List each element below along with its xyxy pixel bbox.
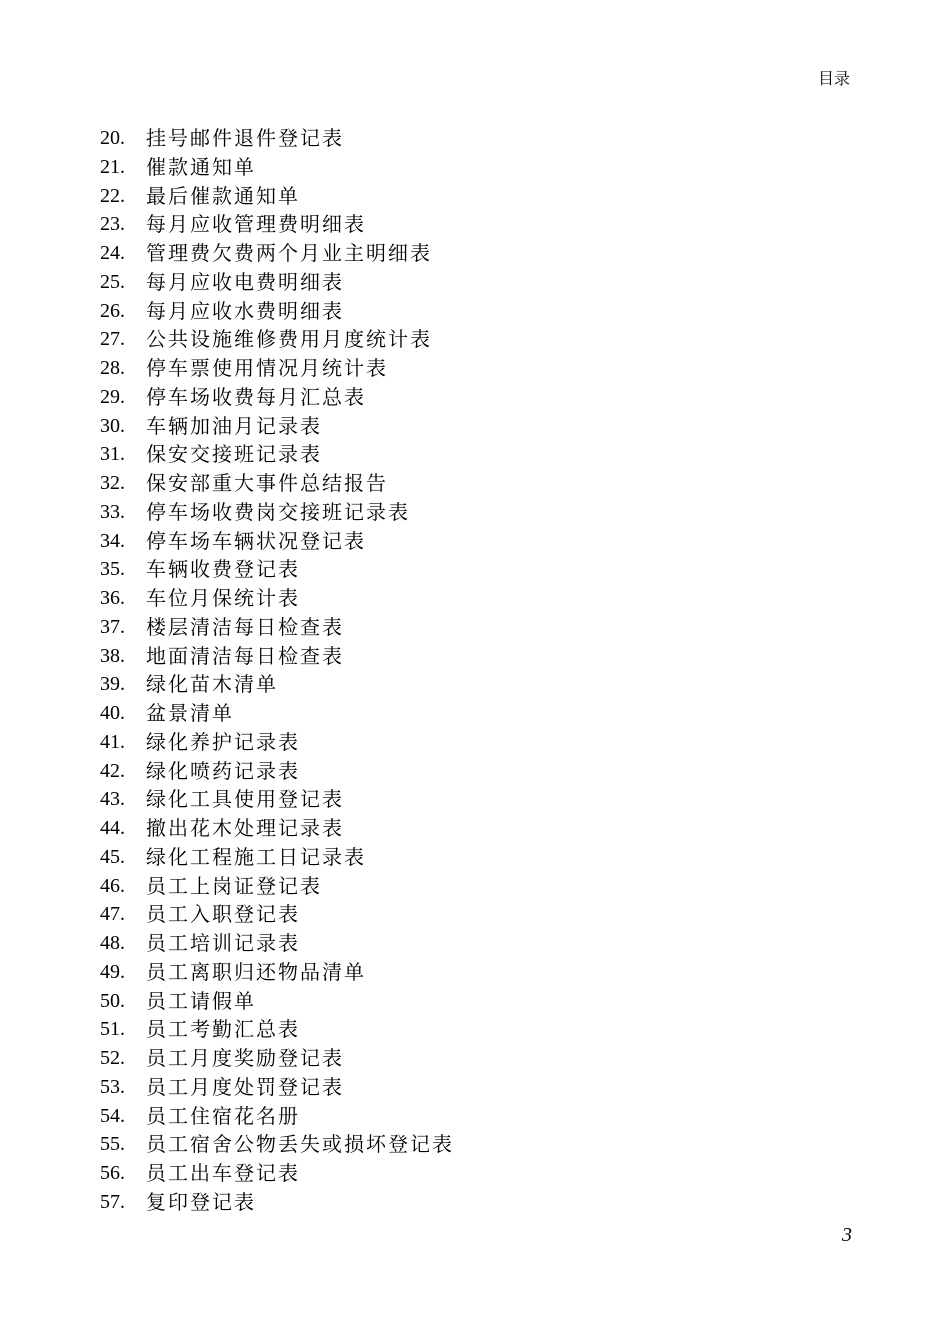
toc-item-number: 45. [100,845,125,868]
toc-item[interactable] [100,153,454,182]
toc-item[interactable] [100,872,454,901]
toc-item-title: 绿化工具使用登记表 [146,787,344,812]
toc-item-number: 49. [100,960,125,983]
toc-item-title: 复印登记表 [146,1189,256,1214]
toc-item-number: 20. [100,127,125,149]
toc-item-number: 26. [100,299,125,322]
toc-item-title: 楼层清洁每日检查表 [146,614,344,639]
table-of-contents [100,124,454,1217]
toc-item-number: 50. [100,989,125,1012]
toc-item-number: 46. [100,874,125,897]
toc-item-number: 51. [100,1018,125,1041]
toc-item[interactable] [100,124,454,153]
toc-item-number: 40. [100,702,125,724]
toc-item-title: 员工培训记录表 [146,931,300,955]
toc-item[interactable] [100,297,454,326]
toc-item[interactable] [100,843,454,872]
toc-item-number: 31. [100,443,125,466]
toc-item[interactable] [100,469,454,498]
toc-item-number: 47. [100,903,125,926]
toc-item-number: 33. [100,500,125,523]
toc-item-title: 管理费欠费两个月业主明细表 [146,241,432,265]
toc-item-title: 员工离职归还物品清单 [146,959,366,984]
toc-item-title: 绿化苗木清单 [146,672,278,697]
toc-item[interactable] [100,613,454,642]
toc-item-number: 44. [100,817,125,839]
toc-item-title: 撤出花木处理记录表 [146,816,344,840]
toc-item[interactable] [100,642,454,671]
toc-item[interactable] [100,268,454,297]
toc-item[interactable] [100,527,454,556]
toc-item-title: 地面清洁每日检查表 [146,643,344,668]
toc-item[interactable] [100,1159,454,1188]
toc-item[interactable] [100,1102,454,1131]
toc-item-title: 绿化养护记录表 [146,729,300,754]
toc-item-title: 停车场车辆状况登记表 [146,528,366,553]
toc-item[interactable] [100,1015,454,1044]
toc-item-number: 53. [100,1075,125,1098]
toc-item-number: 43. [100,788,125,811]
toc-item-number: 24. [100,242,125,264]
toc-item-title: 员工上岗证登记表 [146,873,322,898]
toc-item-title: 盆景清单 [146,701,234,725]
page-header-title: 目录 [817,69,850,88]
toc-item-title: 保安交接班记录表 [146,442,322,467]
toc-item-title: 绿化喷药记录表 [146,758,300,783]
toc-item[interactable] [100,412,454,441]
toc-item-title: 员工住宿花名册 [146,1103,300,1128]
toc-item-title: 挂号邮件退件登记表 [146,126,344,150]
toc-item[interactable] [100,383,454,412]
toc-item[interactable] [100,325,454,354]
toc-item[interactable] [100,498,454,527]
toc-item[interactable] [100,1130,454,1159]
toc-item[interactable] [100,1188,454,1217]
toc-item[interactable] [100,699,454,728]
toc-item[interactable] [100,987,454,1016]
toc-item-number: 35. [100,558,125,581]
toc-item[interactable] [100,814,454,843]
toc-item-number: 23. [100,213,125,236]
toc-item-number: 22. [100,184,125,207]
toc-item-title: 车位月保统计表 [146,586,300,610]
toc-item[interactable] [100,182,454,211]
toc-item[interactable] [100,1044,454,1073]
toc-item-number: 37. [100,615,125,638]
toc-item-title: 员工考勤汇总表 [146,1017,300,1042]
toc-item-number: 28. [100,357,125,379]
toc-item-number: 52. [100,1047,125,1069]
toc-item-title: 员工宿舍公物丢失或损坏登记表 [146,1132,454,1157]
toc-item[interactable] [100,440,454,469]
toc-item-title: 每月应收管理费明细表 [146,212,366,237]
toc-item-number: 34. [100,529,125,552]
toc-item-title: 停车票使用情况月统计表 [146,356,388,380]
toc-item[interactable] [100,757,454,786]
toc-item[interactable] [100,670,454,699]
toc-item[interactable] [100,728,454,757]
toc-item-title: 员工月度奖励登记表 [146,1046,344,1070]
toc-item-number: 25. [100,270,125,293]
toc-item-title: 车辆收费登记表 [146,557,300,582]
toc-item-title: 绿化工程施工日记录表 [146,844,366,869]
toc-item-number: 27. [100,328,125,351]
toc-item-number: 36. [100,587,125,609]
toc-item-number: 32. [100,472,125,494]
toc-item-number: 39. [100,673,125,696]
toc-item[interactable] [100,900,454,929]
toc-item-title: 停车场收费岗交接班记录表 [146,499,410,524]
toc-item[interactable] [100,584,454,613]
toc-item-number: 29. [100,385,125,408]
toc-item-number: 56. [100,1162,125,1184]
toc-item[interactable] [100,929,454,958]
toc-item-title: 车辆加油月记录表 [146,413,322,438]
toc-item-title: 最后催款通知单 [146,183,300,208]
page-number: 3 [842,1224,852,1246]
toc-item[interactable] [100,1073,454,1102]
toc-item-title: 停车场收费每月汇总表 [146,384,366,409]
toc-item[interactable] [100,555,454,584]
toc-item[interactable] [100,354,454,383]
toc-item[interactable] [100,958,454,987]
toc-item-title: 员工月度处罚登记表 [146,1074,344,1099]
toc-item-number: 42. [100,759,125,782]
toc-item-title: 员工入职登记表 [146,902,300,927]
toc-item[interactable] [100,239,454,268]
toc-item-title: 员工请假单 [146,988,256,1013]
toc-item-title: 保安部重大事件总结报告 [146,471,388,495]
toc-item-number: 54. [100,1104,125,1127]
toc-item-number: 30. [100,414,125,437]
toc-item[interactable] [100,785,454,814]
toc-item-number: 48. [100,932,125,954]
toc-item-title: 每月应收水费明细表 [146,298,344,323]
toc-item-number: 41. [100,730,125,753]
toc-item-title: 催款通知单 [146,154,256,179]
toc-item-number: 57. [100,1190,125,1213]
toc-item-number: 55. [100,1133,125,1156]
toc-item-number: 21. [100,155,125,178]
toc-item-title: 员工出车登记表 [146,1161,300,1185]
toc-item[interactable] [100,210,454,239]
toc-item-title: 公共设施维修费用月度统计表 [146,327,432,352]
toc-item-number: 38. [100,644,125,667]
toc-item-title: 每月应收电费明细表 [146,269,344,294]
